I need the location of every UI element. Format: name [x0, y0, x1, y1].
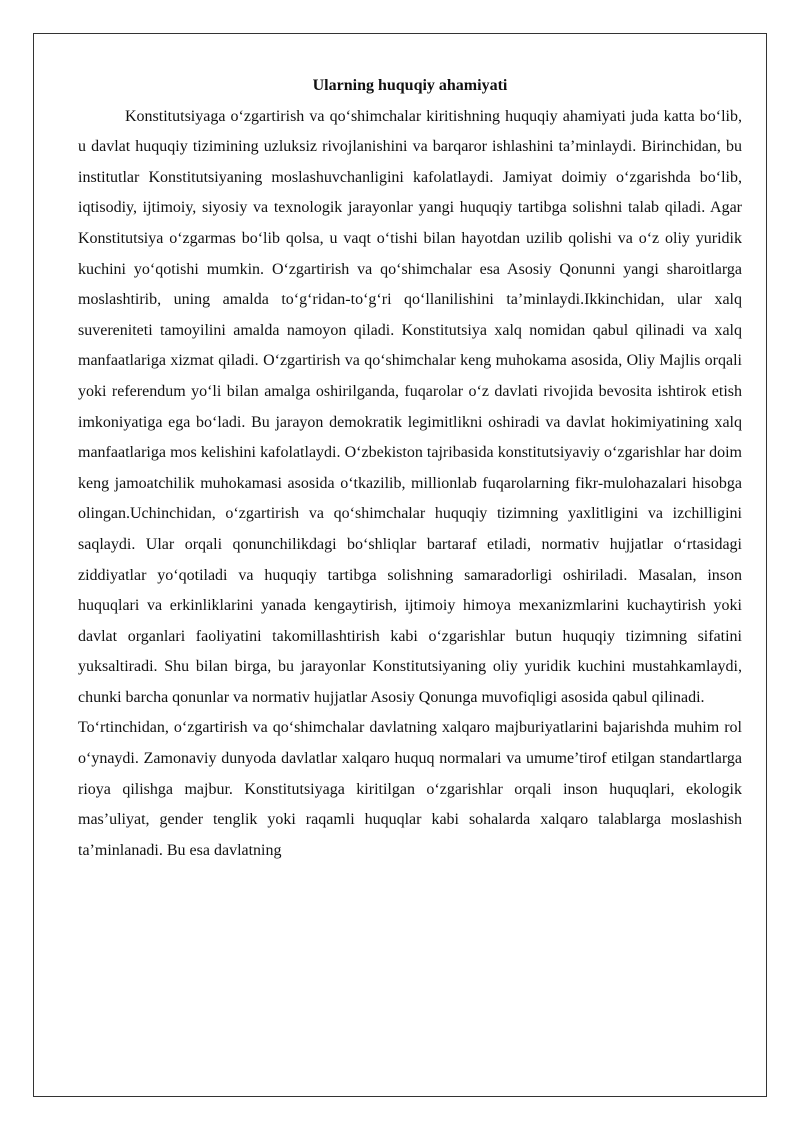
document-body: [78, 71, 742, 866]
paragraph-2: To‘rtinchidan, o‘zgartirish va qo‘shimchalar davlatning xalqaro majburiyatlarini bajarishda muhim rol o‘ynaydi. Zamonaviy dunyoda davlatlar xalqaro huquq normalari va umume’tirof etilgan standartlarga rioya qilishga majbur. Konstitutsiyaga kiritilgan o‘zgarishlar orqali inson huquqlari, ekologik mas’uliyat, gender tenglik yoki raqamli huquqlar kabi sohalarda xalqaro talablarga moslashish ta’minlanadi. Bu esa davlatning: [78, 719, 742, 859]
paragraph-1: Konstitutsiyaga o‘zgartirish va qo‘shimchalar kiritishning huquqiy ahamiyati juda katta bo‘lib, u davlat huquqiy tizimining uzluksiz rivojlanishini va barqaror ishlashini ta’minlaydi. Birinchidan, bu institutlar Konstitutsiyaning moslashuvchanligini kafolatlaydi. Jamiyat doimiy o‘zgarishda bo‘lib, iqtisodiy, ijtimoiy, siyosiy va texnologik jarayonlar yangi huquqiy tartibga solishni talab qiladi. Agar Konstitutsiya o‘zgarmas bo‘lib qolsa, u vaqt o‘tishi bilan hayotdan uzilib qolishi va o‘z oliy yuridik kuchini yo‘qotishi mumkin. O‘zgartirish va qo‘shimchalar esa Asosiy Qonunni yangi sharoitlarga moslashtirib, uning amalda to‘g‘ridan-to‘g‘ri qo‘llanilishini ta’minlaydi.Ikkinchidan, ular xalq suvereniteti tamoyilini amalda namoyon qiladi. Konstitutsiya xalq nomidan qabul qilinadi va xalq manfaatlariga xizmat qiladi. O‘zgartirish va qo‘shimchalar keng muhokama asosida, Oliy Majlis orqali yoki referendum yo‘li bilan amalga oshirilganda, fuqarolar o‘z davlati rivojida bevosita ishtirok etish imkoniyatiga ega bo‘ladi. Bu jarayon demokratik legimitlikni oshiradi va davlat hokimiyatining xalq manfaatlariga mos kelishini kafolatlaydi. O‘zbekiston tajribasida konstitutsiyaviy o‘zgarishlar har doim keng jamoatchilik muhokamasi asosida o‘tkazilib, millionlab fuqarolarning fikr-mulohazalari hisobga olingan.Uchinchidan, o‘zgartirish va qo‘shimchalar huquqiy tizimning yaxlitligini va izchilligini saqlaydi. Ular orqali qonunchilikdagi bo‘shliqlar bartaraf etiladi, normativ hujjatlar o‘rtasidagi ziddiyatlar yo‘qotiladi va huquqiy tartibga solishning samaradorligi oshiriladi. Masalan, inson huquqlari va erkinliklarini yanada kengaytirish, ijtimoiy himoya mexanizmlarini kuchaytirish yoki davlat organlari faoliyatini takomillashtirish kabi o‘zgarishlar butun huquqiy tizimning sifatini yuksaltiradi. Shu bilan birga, bu jarayonlar Konstitutsiyaning oliy yuridik kuchini mustahkamlaydi, chunki barcha qonunlar va normativ hujjatlar Asosiy Qonunga muvofiqligi asosida qabul qilinadi.: [78, 107, 742, 706]
document-title: Ularning huquqiy ahamiyati: [312, 77, 508, 94]
